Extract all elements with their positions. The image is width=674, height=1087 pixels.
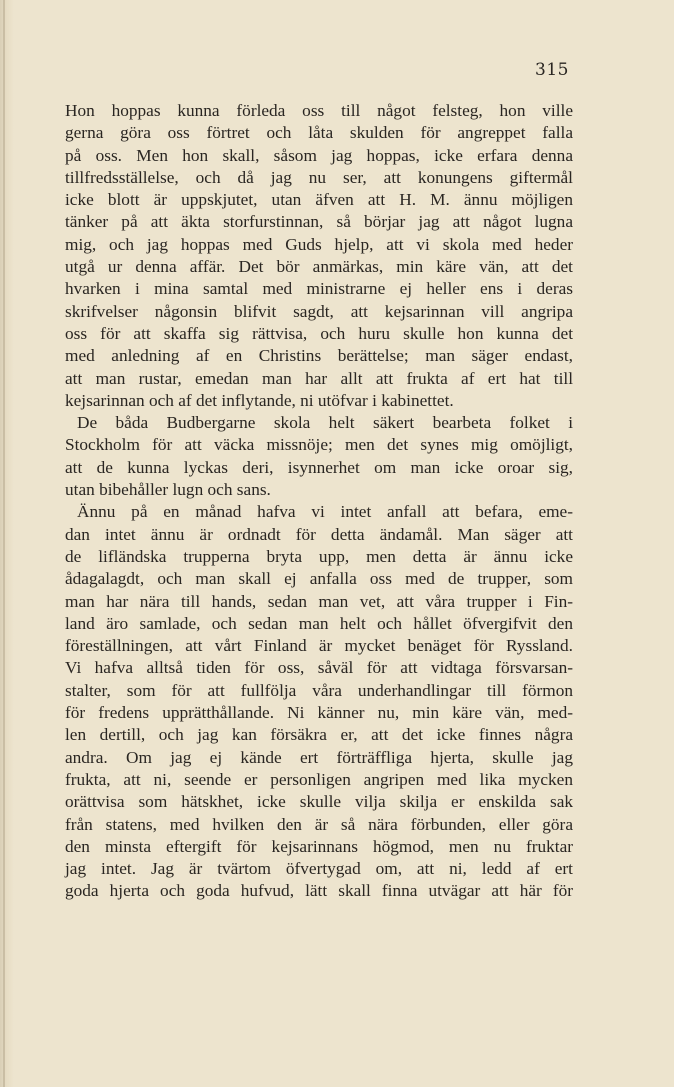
page-number: 315 [535, 60, 569, 80]
text-line: jag intet. Jag är tvärtom öfvertygad om, att ni, ledd af ert [65, 859, 573, 879]
text-line: De båda Budbergarne skola helt säkert bearbeta folket i [77, 413, 573, 433]
text-line: från statens, med hvilken den är så nära förbunden, eller göra [65, 814, 573, 834]
text-line: icke blott är uppskjutet, utan äfven att H. M. ännu möjligen [65, 190, 573, 210]
text-line: mig, och jag hoppas med Guds hjelp, att vi skola med heder [65, 234, 573, 254]
text-line: len dertill, och jag kan försäkra er, att det icke finnes några [65, 725, 573, 745]
text-line: föreställningen, att vårt Finland är mycket benäget för Ryssland. [65, 636, 573, 656]
text-line: oss för att skaffa sig rättvisa, och huru skulle hon kunna det [65, 323, 573, 343]
text-line: hvarken i mina samtal med ministrarne ej heller ens i deras [65, 279, 573, 299]
text-line: ådagalagdt, och man skall ej anfalla oss med de trupper, som [65, 569, 573, 589]
body-text [65, 100, 573, 903]
text-line: Ännu på en månad hafva vi intet anfall att befara, eme- [77, 502, 573, 522]
text-line: frukta, att ni, seende er personligen angripen med lika mycken [65, 769, 573, 789]
text-line: med anledning af en Christins berättelse; man säger endast, [65, 346, 573, 366]
text-line: stalter, som för att fullfölja våra underhandlingar till förmon [65, 680, 573, 700]
text-line: gerna göra oss förtret och låta skulden för angreppet falla [65, 123, 573, 143]
text-line: tillfredsställelse, och då jag nu ser, att konungens giftermål [65, 167, 573, 187]
text-line: Hon hoppas kunna förleda oss till något felsteg, hon ville [65, 101, 573, 120]
text-line: den minsta eftergift för kejsarinnans högmod, men nu fruktar [65, 836, 573, 856]
text-line: land äro samlade, och sedan man helt och hållet öfvergifvit den [65, 613, 573, 633]
text-line: Stockholm för att väcka missnöje; men det synes mig omöjligt, [65, 435, 573, 455]
text-line: orättvisa som hätskhet, icke skulle vilja skilja er enskilda sak [65, 792, 573, 812]
text-line: att man rustar, emedan man har allt att frukta af ert hat till [65, 368, 573, 388]
text-line: skrifvelser någonsin blifvit sagdt, att kejsarinnan vill angripa [65, 301, 573, 321]
text-line: för fredens upprätthållande. Ni känner nu, min käre vän, med- [65, 703, 573, 723]
text-line: kejsarinnan och af det inflytande, ni utöfvar i kabinettet. [65, 390, 454, 410]
text-line: de lifländska trupperna bryta upp, men detta är ännu icke [65, 546, 573, 566]
text-line: Vi hafva alltså tiden för oss, såväl för att vidtaga försvarsan- [65, 658, 573, 678]
text-line: att de kunna lyckas deri, isynnerhet om man icke oroar sig, [65, 457, 573, 477]
text-line: på oss. Men hon skall, såsom jag hoppas, icke erfara denna [65, 145, 573, 165]
text-line: andra. Om jag ej kände ert förträffliga hjerta, skulle jag [65, 747, 573, 767]
text-line: utan bibehåller lugn och sans. [65, 480, 271, 500]
text-line: man har nära till hands, sedan man vet, att våra trupper i Fin- [65, 591, 573, 611]
text-line: goda hjerta och goda hufvud, lätt skall finna utvägar att här för [65, 881, 573, 901]
text-line: tänker på att äkta storfurstinnan, så börjar jag att något lugna [65, 212, 573, 232]
text-line: dan intet ännu är ordnadt för detta ändamål. Man säger att [65, 524, 573, 544]
page-gutter [3, 0, 5, 1087]
text-line: utgå ur denna affär. Det bör anmärkas, min käre vän, att det [65, 257, 573, 277]
